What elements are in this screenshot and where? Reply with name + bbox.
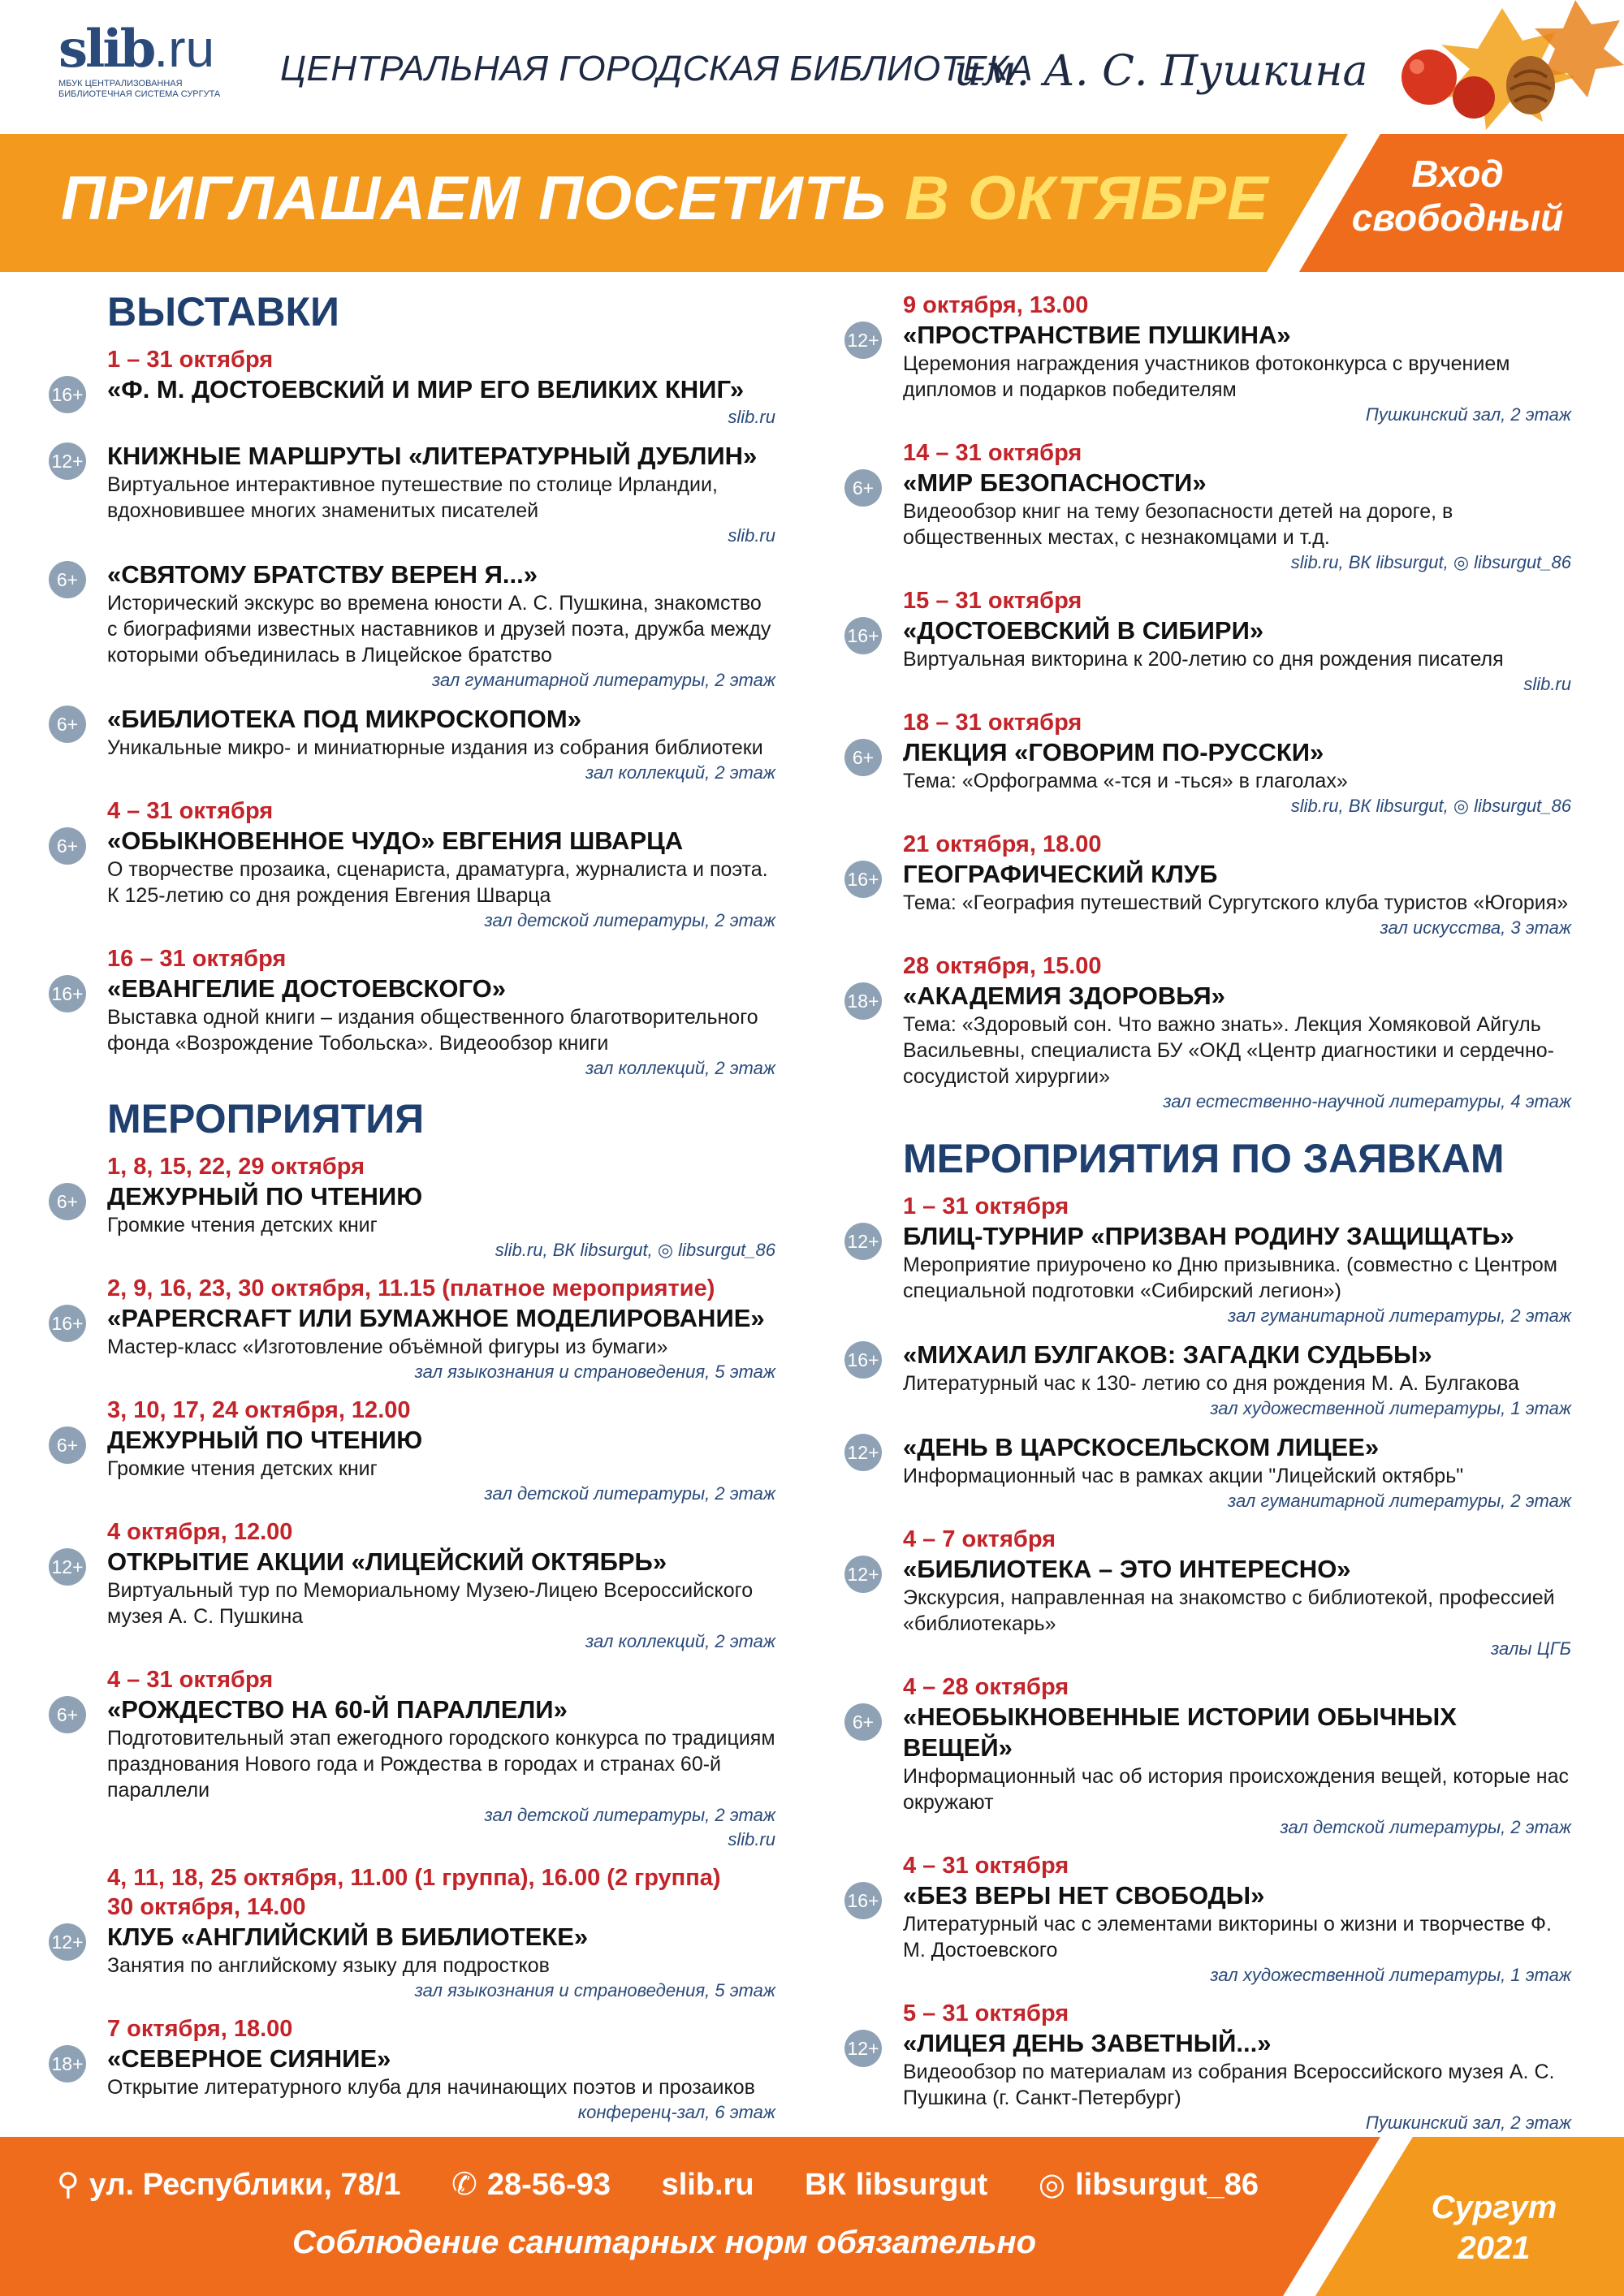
event-title: «АКАДЕМИЯ ЗДОРОВЬЯ» [903, 982, 1225, 1010]
title-banner [0, 134, 1624, 272]
phone[interactable]: ✆ 28-56-93 [451, 2168, 611, 2202]
address: ⚲ ул. Республики, 78/1 [57, 2168, 401, 2202]
event-title: ДЕЖУРНЫЙ ПО ЧТЕНИЮ [107, 1426, 423, 1454]
site-link[interactable]: slib.ru [661, 2168, 754, 2202]
event-item [49, 2014, 775, 2125]
event-date: 14 – 31 октября [903, 440, 1082, 466]
event-title: БЛИЦ-ТУРНИР «ПРИЗВАН РОДИНУ ЗАЩИЩАТЬ» [903, 1222, 1514, 1250]
event-description: Громкие чтения детских книг [107, 1457, 378, 1480]
event-location: зал гуманитарной литературы, 2 этаж [431, 670, 775, 690]
event-location: зал художественной литературы, 1 этаж [1210, 1965, 1571, 1985]
event-location: зал детской литературы, 2 этаж [484, 910, 775, 930]
event-description: Информационный час в рамках акции "Лицейский октябрь" [903, 1465, 1464, 1487]
event-description: Громкие чтения детских книг [107, 1214, 378, 1236]
event-title: ГЕОГРАФИЧЕСКИЙ КЛУБ [903, 860, 1218, 888]
event-title: «ОБЫКНОВЕННОЕ ЧУДО» ЕВГЕНИЯ ШВАРЦА [107, 826, 684, 855]
event-location: зал коллекций, 2 этаж [585, 1631, 775, 1651]
logo-subtitle: МБУК ЦЕНТРАЛИЗОВАННАЯ БИБЛИОТЕЧНАЯ СИСТЕМА СУРГУТА [58, 79, 221, 99]
banner-title-main: ПРИГЛАШАЕМ ПОСЕТИТЬ [61, 164, 887, 233]
event-date: 7 октября, 18.00 [107, 2016, 293, 2042]
event-description: Церемония награждения участников фотоконкурса с вручением дипломов и подарков победителям [903, 352, 1510, 401]
logo-domain: .ru [153, 19, 215, 78]
event-description: Мероприятие приурочено ко Дню призывника. (совместно с Центром специальной подготовки «Сибирский легион») [903, 1254, 1557, 1302]
event-description: Мастер-класс «Изготовление объёмной фигуры из бумаги» [107, 1336, 668, 1358]
event-item [844, 1192, 1571, 1328]
event-title: «ДЕНЬ В ЦАРСКОСЕЛЬСКОМ ЛИЦЕЕ» [903, 1433, 1380, 1461]
event-item [49, 704, 775, 785]
age-rating-badge: 12+ [844, 1556, 882, 1593]
banner-title [61, 163, 1269, 234]
event-date: 4 – 7 октября [903, 1526, 1056, 1552]
event-location: зал гуманитарной литературы, 2 этаж [1227, 1491, 1571, 1511]
event-date: 4 – 31 октября [107, 1667, 274, 1693]
event-online-links[interactable]: slib.ru, ВК libsurgut, ◎ libsurgut_86 [1290, 796, 1571, 816]
free-entry-line1: Вход [1411, 153, 1504, 195]
event-location: зал детской литературы, 2 этаж [484, 1805, 775, 1825]
event-online-links[interactable]: slib.ru, ВК libsurgut, ◎ libsurgut_86 [495, 1240, 775, 1260]
event-online-links[interactable]: slib.ru, ВК libsurgut, ◎ libsurgut_86 [1290, 552, 1571, 572]
event-item [844, 291, 1571, 427]
age-rating-badge: 18+ [49, 2045, 86, 2082]
page-header [0, 0, 1624, 134]
age-rating-badge: 16+ [844, 1341, 882, 1379]
event-description: Информационный час об история происхождения вещей, которые нас окружают [903, 1765, 1570, 1814]
event-title: «БЕЗ ВЕРЫ НЕТ СВОБОДЫ» [903, 1881, 1265, 1910]
event-item [49, 1863, 775, 2003]
event-item [844, 1340, 1571, 1421]
event-location: зал художественной литературы, 1 этаж [1210, 1398, 1571, 1418]
age-rating-badge: 6+ [49, 1696, 86, 1733]
sanitary-notice: Соблюдение санитарных норм обязательно [292, 2225, 1037, 2260]
event-date: 9 октября, 13.00 [903, 292, 1089, 318]
requests-list [844, 1192, 1571, 2135]
event-date: 28 октября, 15.00 [903, 953, 1102, 979]
event-date: 3, 10, 17, 24 октября, 12.00 [107, 1397, 411, 1423]
age-rating-badge: 16+ [844, 861, 882, 898]
event-date: 18 – 31 октября [903, 710, 1082, 736]
event-date-extra: 30 октября, 14.00 [107, 1894, 306, 1920]
event-item [844, 830, 1571, 940]
event-item [844, 586, 1571, 697]
event-description: Подготовительный этап ежегодного городского конкурса по традициям празднования Нового года и Рождества в городах и странах 60-й параллели [107, 1727, 775, 1802]
event-item [49, 441, 775, 548]
age-rating-badge: 16+ [49, 376, 86, 413]
right-column [844, 291, 1571, 2147]
event-item [844, 1999, 1571, 2135]
banner-title-month: В ОКТЯБРЕ [904, 164, 1269, 233]
logo-text: slib [58, 19, 154, 80]
exhibitions-list [49, 345, 775, 1081]
event-location: конференц-зал, 6 этаж [577, 2102, 775, 2122]
event-description: Литературный час с элементами викторины о жизни и творчестве Ф. М. Достоевского [903, 1913, 1552, 1962]
event-description: О творчестве прозаика, сценариста, драматурга, журналиста и поэта. К 125-летию со дня рождения Евгения Шварца [107, 858, 768, 907]
vk-link[interactable]: ВК libsurgut [805, 2168, 988, 2202]
free-entry-label [1328, 152, 1587, 240]
event-item [49, 796, 775, 933]
event-date: 1 – 31 октября [107, 347, 274, 373]
event-date: 15 – 31 октября [903, 588, 1082, 614]
event-date: 21 октября, 18.00 [903, 831, 1102, 857]
event-location: зал детской литературы, 2 этаж [484, 1483, 775, 1504]
event-description: Тема: «Здоровый сон. Что важно знать». Лекция Хомяковой Айгуль Васильевны, специалиста БУ «ОКД «Центр диагностики и сердечно-сосудистой хирургии» [903, 1013, 1554, 1088]
age-rating-badge: 16+ [844, 1882, 882, 1919]
event-title: «МИХАИЛ БУЛГАКОВ: ЗАГАДКИ СУДЬБЫ» [903, 1340, 1432, 1369]
event-title: «ПРОСТРАНСТВИЕ ПУШКИНА» [903, 321, 1291, 349]
event-item [49, 1274, 775, 1384]
event-description: Виртуальный тур по Мемориальному Музею-Лицею Всероссийского музея А. С. Пушкина [107, 1579, 754, 1628]
event-item [844, 1672, 1571, 1840]
event-item [49, 1396, 775, 1506]
event-date: 4 октября, 12.00 [107, 1519, 293, 1545]
autumn-leaves-decoration [1380, 0, 1624, 134]
event-location: зал коллекций, 2 этаж [585, 762, 775, 783]
event-online-links[interactable]: slib.ru [728, 407, 775, 427]
event-title: КНИЖНЫЕ МАРШРУТЫ «ЛИТЕРАТУРНЫЙ ДУБЛИН» [107, 442, 758, 470]
event-title: «СВЯТОМУ БРАТСТВУ ВЕРЕН Я...» [107, 560, 538, 589]
event-item [844, 438, 1571, 575]
age-rating-badge: 6+ [49, 706, 86, 743]
event-description: Тема: «Орфограмма «-тся и -ться» в глаголах» [903, 770, 1348, 792]
event-title: «БИБЛИОТЕКА – ЭТО ИНТЕРЕСНО» [903, 1555, 1351, 1583]
event-description: Открытие литературного клуба для начинающих поэтов и прозаиков [107, 2076, 755, 2099]
event-title: «ЕВАНГЕЛИЕ ДОСТОЕВСКОГО» [107, 974, 507, 1003]
event-online-links[interactable]: slib.ru [728, 1829, 775, 1849]
age-rating-badge: 12+ [844, 1434, 882, 1471]
event-date: 4 – 31 октября [903, 1853, 1069, 1879]
event-description: Экскурсия, направленная на знакомство с библиотекой, профессией «библиотекарь» [903, 1586, 1555, 1635]
event-item [49, 1517, 775, 1654]
event-item [49, 1665, 775, 1852]
event-item [49, 1152, 775, 1262]
event-description: Виртуальная викторина к 200-летию со дня рождения писателя [903, 648, 1504, 671]
events-list-continued [844, 291, 1571, 1114]
age-rating-badge: 16+ [49, 975, 86, 1012]
event-date: 1, 8, 15, 22, 29 октября [107, 1154, 365, 1180]
event-location: залы ЦГБ [1491, 1638, 1571, 1659]
age-rating-badge: 18+ [844, 982, 882, 1020]
age-rating-badge: 6+ [49, 561, 86, 598]
library-logo[interactable] [58, 19, 245, 120]
left-column [49, 288, 775, 2136]
event-date: 16 – 31 октября [107, 946, 287, 972]
requests-title: МЕРОПРИЯТИЯ ПО ЗАЯВКАМ [903, 1136, 1505, 1181]
age-rating-badge: 16+ [49, 1305, 86, 1342]
event-description: Уникальные микро- и миниатюрные издания из собрания библиотеки [107, 736, 763, 759]
free-entry-line2: свободный [1351, 196, 1564, 239]
exhibitions-title: ВЫСТАВКИ [107, 289, 339, 334]
event-online-links[interactable]: slib.ru [728, 525, 775, 546]
event-title: «ЛИЦЕЯ ДЕНЬ ЗАВЕТНЫЙ...» [903, 2029, 1272, 2057]
event-title: «НЕОБЫКНОВЕННЫЕ ИСТОРИИ ОБЫЧНЫХ ВЕЩЕЙ» [903, 1703, 1457, 1762]
event-title: «Ф. М. ДОСТОЕВСКИЙ И МИР ЕГО ВЕЛИКИХ КНИГ» [107, 375, 745, 404]
year: 2021 [1458, 2230, 1531, 2266]
event-location: зал языкознания и страноведения, 5 этаж [414, 1362, 775, 1382]
event-description: Видеообзор по материалам из собрания Всероссийского музея А. С. Пушкина (г. Санкт-Петербург) [903, 2061, 1555, 2109]
library-name: ЦЕНТРАЛЬНАЯ ГОРОДСКАЯ БИБЛИОТЕКА [280, 49, 1034, 88]
event-online-links[interactable]: slib.ru [1523, 674, 1571, 694]
contacts-line [57, 2166, 1301, 2203]
footer-background [0, 2137, 1624, 2296]
event-title: ДЕЖУРНЫЙ ПО ЧТЕНИЮ [107, 1182, 423, 1211]
event-location: зал естественно-научной литературы, 4 этаж [1163, 1091, 1571, 1111]
age-rating-badge: 6+ [844, 469, 882, 507]
event-description: Выставка одной книги – издания общественного благотворительного фонда «Возрождение Тобольска». Видеообзор книги [107, 1006, 758, 1055]
event-location: зал искусства, 3 этаж [1380, 917, 1571, 938]
phone-icon: ✆ [451, 2168, 477, 2202]
event-description: Литературный час к 130- летию со дня рождения М. А. Булгакова [903, 1372, 1519, 1395]
age-rating-badge: 6+ [49, 1183, 86, 1220]
age-rating-badge: 12+ [49, 1923, 86, 1961]
event-title: «PAPERCRAFT ИЛИ БУМАЖНОЕ МОДЕЛИРОВАНИЕ» [107, 1304, 765, 1332]
location-pin-icon: ⚲ [57, 2168, 80, 2202]
event-title: «СЕВЕРНОЕ СИЯНИЕ» [107, 2044, 391, 2073]
age-rating-badge: 16+ [844, 617, 882, 654]
age-rating-badge: 12+ [49, 442, 86, 480]
event-location: Пушкинский зал, 2 этаж [1365, 404, 1571, 425]
age-rating-badge: 6+ [49, 1426, 86, 1464]
event-description: Тема: «География путешествий Сургутского клуба туристов «Югория» [903, 891, 1569, 914]
event-date: 4, 11, 18, 25 октября, 11.00 (1 группа), 16.00 (2 группа) [107, 1865, 721, 1891]
event-location: зал языкознания и страноведения, 5 этаж [414, 1980, 775, 2000]
event-item [844, 952, 1571, 1114]
city: Сургут [1431, 2190, 1557, 2225]
event-item [49, 944, 775, 1081]
instagram-link[interactable]: ◎ libsurgut_86 [1038, 2168, 1259, 2202]
event-location: Пушкинский зал, 2 этаж [1365, 2113, 1571, 2133]
instagram-icon: ◎ [1038, 2168, 1066, 2202]
event-date: 5 – 31 октября [903, 2000, 1069, 2026]
event-location: зал коллекций, 2 этаж [585, 1058, 775, 1078]
event-title: ЛЕКЦИЯ «ГОВОРИМ ПО-РУССКИ» [903, 738, 1324, 766]
page-footer [0, 2137, 1624, 2296]
event-location: зал детской литературы, 2 этаж [1280, 1817, 1571, 1837]
event-description: Виртуальное интерактивное путешествие по столице Ирландии, вдохновившее многих знаменитых писателей [107, 473, 718, 522]
age-rating-badge: 12+ [49, 1548, 86, 1586]
event-title: «МИР БЕЗОПАСНОСТИ» [903, 468, 1207, 497]
event-item [49, 559, 775, 693]
event-item [49, 345, 775, 429]
event-date: 4 – 28 октября [903, 1674, 1069, 1700]
vk-icon: ВК [805, 2168, 846, 2202]
age-rating-badge: 6+ [49, 827, 86, 865]
event-date: 1 – 31 октября [903, 1193, 1069, 1219]
event-date: 4 – 31 октября [107, 798, 274, 824]
event-title: «БИБЛИОТЕКА ПОД МИКРОСКОПОМ» [107, 705, 581, 733]
events-title: МЕРОПРИЯТИЯ [107, 1096, 425, 1142]
event-description: Исторический экскурс во времена юности А. С. Пушкина, знакомство с биографиями известных наставников и друзей поэта, дружба между которыми объединилась в Лицейское братство [107, 592, 771, 667]
event-item [844, 708, 1571, 818]
age-rating-badge: 6+ [844, 739, 882, 776]
event-title: «РОЖДЕСТВО НА 60-Й ПАРАЛЛЕЛИ» [107, 1695, 568, 1724]
age-rating-badge: 6+ [844, 1703, 882, 1741]
event-location: зал гуманитарной литературы, 2 этаж [1227, 1306, 1571, 1326]
event-title: ОТКРЫТИЕ АКЦИИ «ЛИЦЕЙСКИЙ ОКТЯБРЬ» [107, 1547, 667, 1576]
event-title: «ДОСТОЕВСКИЙ В СИБИРИ» [903, 616, 1264, 645]
age-rating-badge: 12+ [844, 322, 882, 359]
city-year [1397, 2187, 1592, 2268]
library-named-signature: им. А. С. Пушкина [954, 47, 1368, 96]
event-description: Занятия по английскому языку для подростков [107, 1954, 550, 1977]
age-rating-badge: 12+ [844, 2030, 882, 2067]
event-item [844, 1851, 1571, 1987]
event-date: 2, 9, 16, 23, 30 октября, 11.15 (платное мероприятие) [107, 1275, 715, 1301]
age-rating-badge: 12+ [844, 1223, 882, 1260]
event-item [844, 1432, 1571, 1513]
event-title: КЛУБ «АНГЛИЙСКИЙ В БИБЛИОТЕКЕ» [107, 1923, 589, 1951]
event-description: Видеообзор книг на тему безопасности детей на дороге, в общественных местах, с незнакомцами и т.д. [903, 500, 1453, 549]
events-list [49, 1152, 775, 2125]
event-item [844, 1525, 1571, 1661]
